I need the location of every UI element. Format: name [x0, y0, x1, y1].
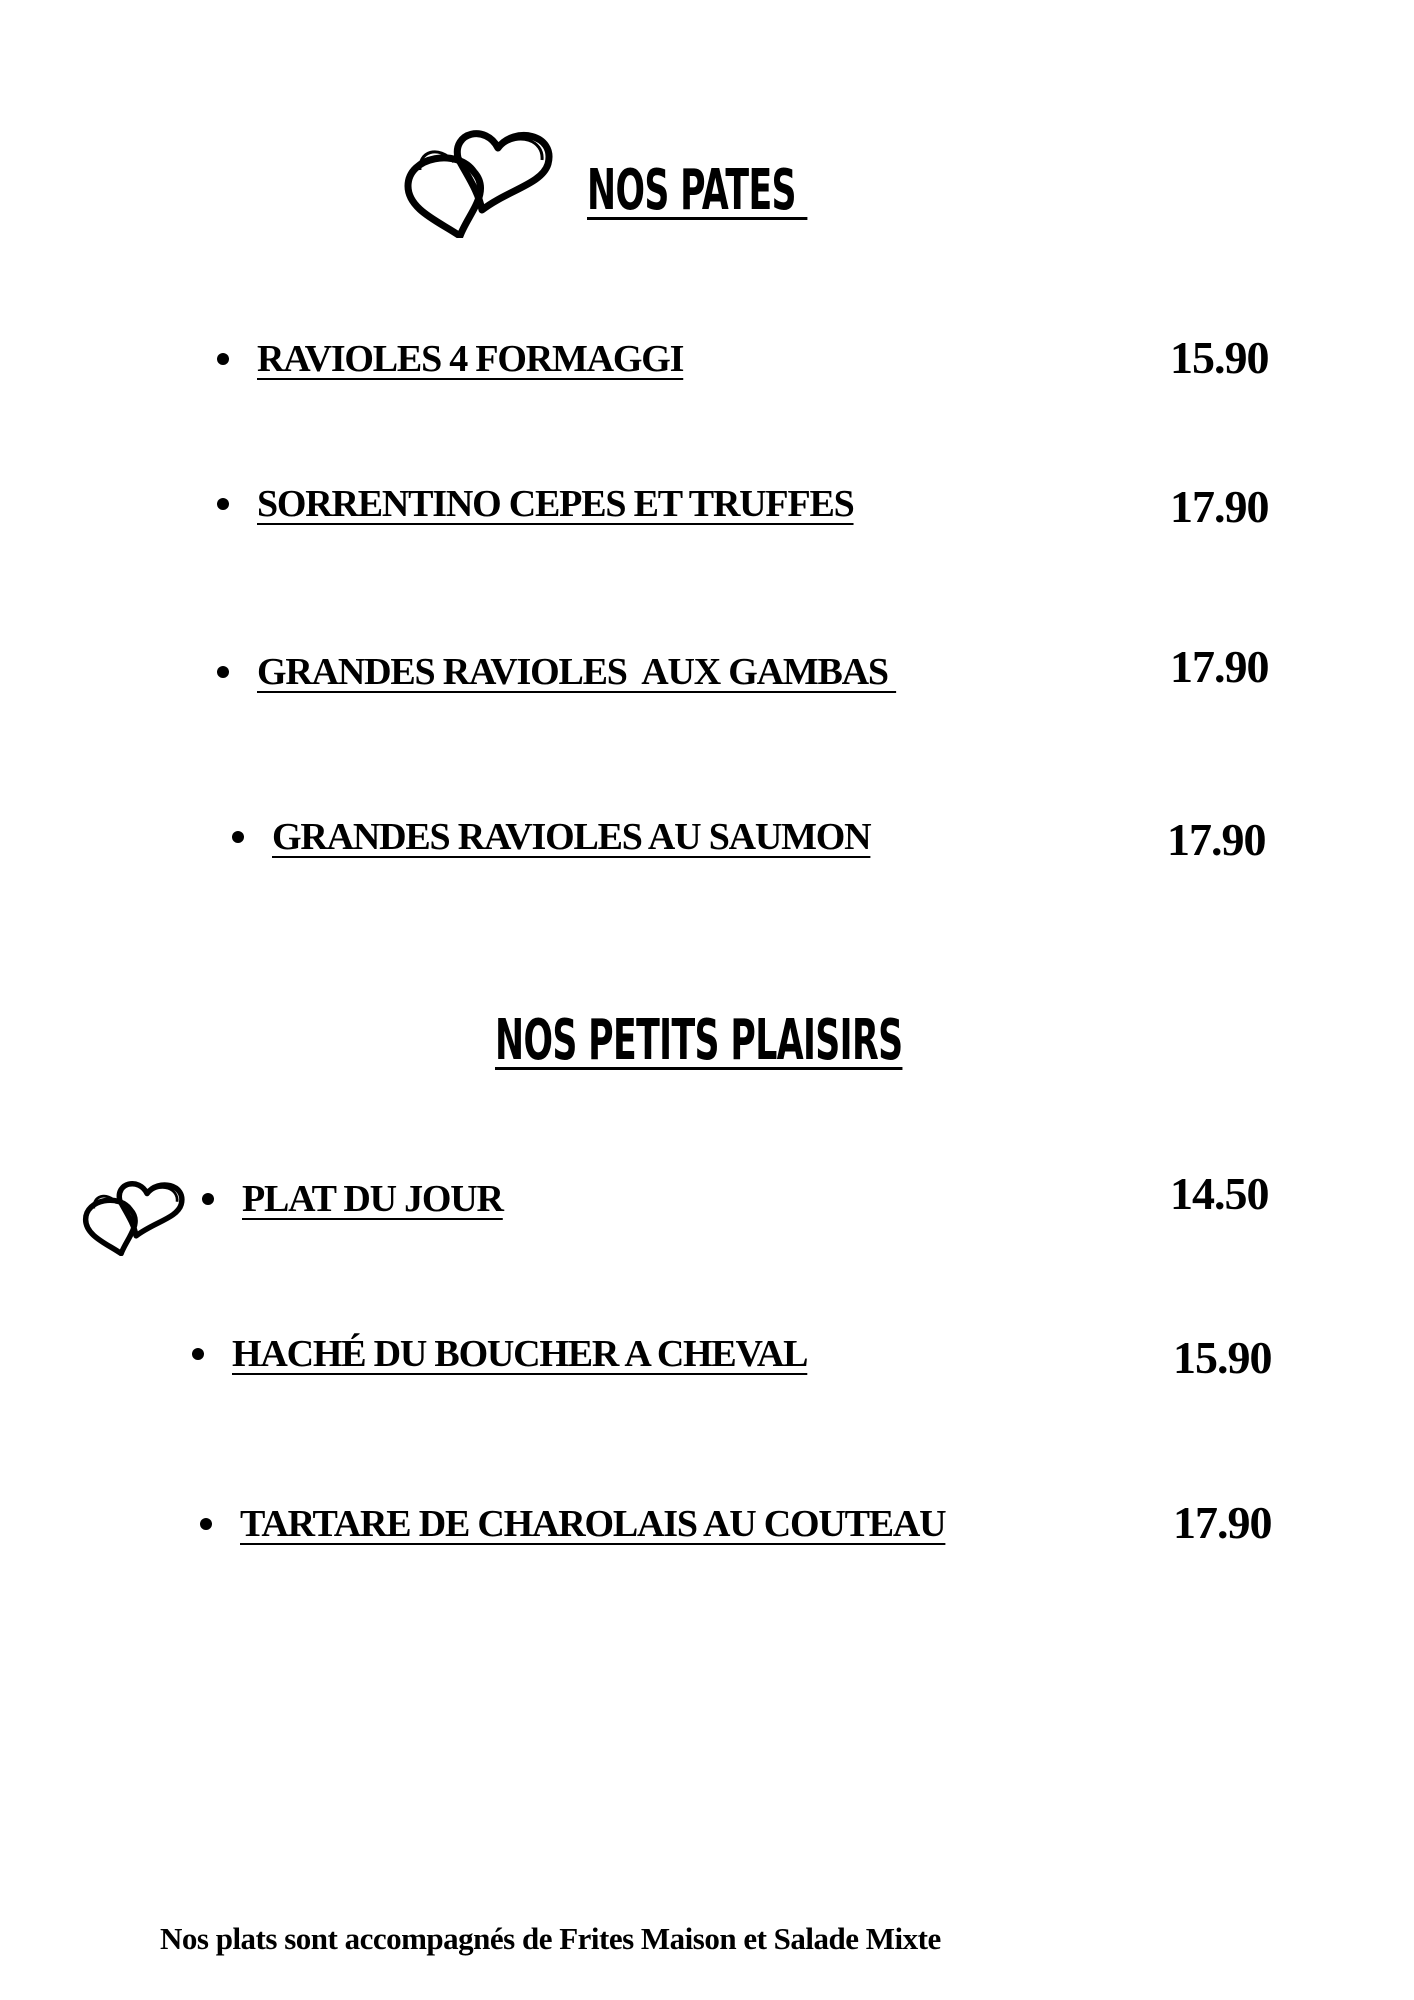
bullet-icon [232, 831, 244, 843]
hearts-icon [388, 118, 558, 238]
menu-item [192, 1335, 807, 1373]
bullet-icon [217, 666, 229, 678]
item-price: 17.90 [1170, 481, 1269, 532]
item-price: 17.90 [1173, 1497, 1272, 1548]
item-name: HACHÉ DU BOUCHER A CHEVAL [232, 1333, 808, 1375]
item-name: RAVIOLES 4 FORMAGGI [257, 338, 684, 380]
item-price: 17.90 [1170, 641, 1269, 692]
menu-item [217, 340, 683, 378]
item-price: 14.50 [1170, 1168, 1269, 1219]
menu-item [217, 653, 896, 691]
item-name: TARTARE DE CHAROLAIS AU COUTEAU [240, 1503, 946, 1545]
bullet-icon [217, 498, 229, 510]
item-price: 15.90 [1170, 332, 1269, 383]
menu-item [202, 1180, 503, 1218]
item-name: SORRENTINO CEPES ET TRUFFES [257, 483, 854, 525]
section-title-petits-plaisirs: NOS PETITS PLAISIRS [495, 1008, 903, 1073]
item-name: GRANDES RAVIOLES AUX GAMBAS [257, 651, 897, 693]
section-title-pates: NOS PATES [587, 158, 808, 223]
bullet-icon [200, 1518, 212, 1530]
bullet-icon [202, 1193, 214, 1205]
item-price: 17.90 [1167, 814, 1266, 865]
item-price: 15.90 [1173, 1332, 1272, 1383]
bullet-icon [192, 1348, 204, 1360]
bullet-icon [217, 353, 229, 365]
item-name: GRANDES RAVIOLES AU SAUMON [272, 816, 871, 858]
menu-item [232, 818, 870, 856]
menu-item [217, 485, 854, 523]
menu-item [200, 1505, 945, 1543]
hearts-icon [72, 1172, 188, 1256]
footnote: Nos plats sont accompagnés de Frites Maison et Salade Mixte [160, 1921, 941, 1956]
item-name: PLAT DU JOUR [242, 1178, 503, 1220]
